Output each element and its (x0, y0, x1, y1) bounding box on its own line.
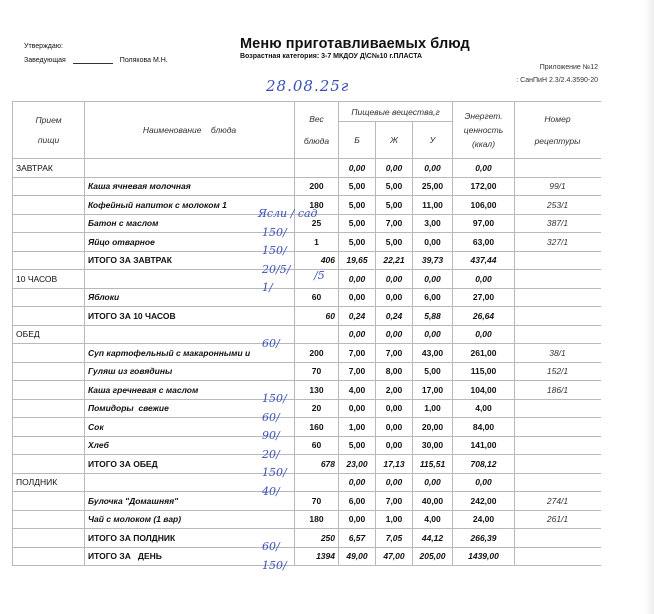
handwritten-note: 20/ (262, 448, 280, 461)
col-recipe (515, 102, 601, 159)
handwritten-note: Ясли / сад (258, 207, 318, 220)
kcal-cell: 0,00 (453, 325, 515, 344)
table-row (13, 436, 601, 455)
header-row (13, 102, 601, 122)
weight-cell: 60 (295, 436, 339, 455)
kcal-cell: 4,00 (453, 399, 515, 418)
total-row (13, 307, 601, 326)
b-cell: 5,00 (339, 233, 376, 252)
zh-cell: 5,00 (376, 233, 413, 252)
zh-cell: 0,24 (376, 307, 413, 326)
recipe-cell (515, 159, 601, 178)
appendix-block (516, 61, 598, 87)
dish-name-cell: ИТОГО ЗА ПОЛДНИК (85, 529, 295, 548)
dish-name-cell: Суп картофельный с макаронными и (85, 344, 295, 363)
zh-cell: 0,00 (376, 473, 413, 492)
u-cell: 1,00 (413, 399, 453, 418)
total-row (13, 455, 601, 474)
meal-cell (13, 399, 85, 418)
meal-cell: 10 ЧАСОВ (13, 270, 85, 289)
weight-cell: 678 (295, 455, 339, 474)
weight-cell: 20 (295, 399, 339, 418)
kcal-cell: 141,00 (453, 436, 515, 455)
approval-block (24, 40, 168, 68)
handwritten-note: 20/5/ (262, 263, 291, 276)
kcal-cell: 0,00 (453, 270, 515, 289)
dish-name-cell: ИТОГО ЗА ОБЕД (85, 455, 295, 474)
handwritten-note: 60/ (262, 540, 280, 553)
kcal-cell: 104,00 (453, 381, 515, 400)
recipe-cell (515, 473, 601, 492)
meal-cell (13, 547, 85, 566)
weight-cell: 1 (295, 233, 339, 252)
recipe-cell (515, 455, 601, 474)
weight-cell: 60 (295, 307, 339, 326)
kcal-cell: 172,00 (453, 177, 515, 196)
b-cell: 0,00 (339, 159, 376, 178)
col-meal-line1: Прием (35, 115, 62, 125)
u-cell: 40,00 (413, 492, 453, 511)
page-subtitle: Возрастная категория: 3-7 МКДОУ Д\С№10 г.ПЛАСТА (240, 53, 423, 60)
b-cell: 7,00 (339, 344, 376, 363)
table-row (13, 418, 601, 437)
meal-cell (13, 177, 85, 196)
kcal-cell: 63,00 (453, 233, 515, 252)
u-cell: 17,00 (413, 381, 453, 400)
recipe-cell: 261/1 (515, 510, 601, 529)
zh-cell: 2,00 (376, 381, 413, 400)
col-energy-line3: (ккал) (471, 139, 496, 149)
meal-cell: ОБЕД (13, 325, 85, 344)
zh-cell: 5,00 (376, 177, 413, 196)
col-meal-line2: пищи (37, 135, 60, 145)
handwritten-note-extra: /5 (314, 269, 325, 282)
dish-name-cell: Кофейный напиток с молоком 1 (85, 196, 295, 215)
col-fat: Ж (376, 122, 413, 159)
handwritten-note: 150/ (262, 392, 287, 405)
zh-cell: 1,00 (376, 510, 413, 529)
recipe-cell (515, 325, 601, 344)
table-row (13, 381, 601, 400)
recipe-cell (515, 547, 601, 566)
u-cell: 20,00 (413, 418, 453, 437)
weight-cell: 200 (295, 177, 339, 196)
total-row (13, 547, 601, 566)
kcal-cell: 97,00 (453, 214, 515, 233)
weight-cell: 180 (295, 196, 339, 215)
scan-edge (644, 0, 654, 614)
u-cell: 5,88 (413, 307, 453, 326)
b-cell: 23,00 (339, 455, 376, 474)
recipe-cell (515, 307, 601, 326)
appendix-number: Приложение №12 (539, 64, 598, 71)
zh-cell: 47,00 (376, 547, 413, 566)
kcal-cell: 26,64 (453, 307, 515, 326)
kcal-cell: 242,00 (453, 492, 515, 511)
total-row (13, 251, 601, 270)
table-row (13, 177, 601, 196)
dish-name-cell: ИТОГО ЗА 10 ЧАСОВ (85, 307, 295, 326)
dish-name-cell: Каша ячневая молочная (85, 177, 295, 196)
b-cell: 5,00 (339, 214, 376, 233)
u-cell: 205,00 (413, 547, 453, 566)
handwritten-note: 150/ (262, 466, 287, 479)
col-protein: Б (339, 122, 376, 159)
menu-table (12, 101, 601, 566)
recipe-cell (515, 399, 601, 418)
weight-cell: 60 (295, 288, 339, 307)
weight-cell: 250 (295, 529, 339, 548)
col-energy-line1: Энергет. (464, 111, 503, 121)
zh-cell: 0,00 (376, 399, 413, 418)
u-cell: 39,73 (413, 251, 453, 270)
weight-cell: 160 (295, 418, 339, 437)
dish-name-cell: Чай с молоком (1 вар) (85, 510, 295, 529)
weight-cell: 1394 (295, 547, 339, 566)
b-cell: 0,00 (339, 510, 376, 529)
table-row (13, 362, 601, 381)
handwritten-note: 60/ (262, 411, 280, 424)
meal-cell (13, 455, 85, 474)
kcal-cell: 708,12 (453, 455, 515, 474)
dish-name-cell: Яйцо отварное (85, 233, 295, 252)
kcal-cell: 84,00 (453, 418, 515, 437)
b-cell: 0,00 (339, 270, 376, 289)
col-weight-line1: Вес (309, 114, 324, 124)
sanpin-ref: : СанПиН 2.3/2.4.3590-20 (516, 77, 598, 84)
weight-cell: 130 (295, 381, 339, 400)
dish-name-cell (85, 159, 295, 178)
b-cell: 0,24 (339, 307, 376, 326)
col-weight-line2: блюда (303, 136, 330, 146)
meal-cell (13, 492, 85, 511)
zh-cell: 0,00 (376, 325, 413, 344)
b-cell: 4,00 (339, 381, 376, 400)
u-cell: 0,00 (413, 270, 453, 289)
handwritten-date: 28.08.25г (266, 77, 350, 95)
table-row (13, 510, 601, 529)
kcal-cell: 106,00 (453, 196, 515, 215)
zh-cell: 8,00 (376, 362, 413, 381)
dish-name-cell: ИТОГО ЗА ДЕНЬ (85, 547, 295, 566)
weight-cell (295, 473, 339, 492)
b-cell: 0,00 (339, 473, 376, 492)
u-cell: 0,00 (413, 473, 453, 492)
meal-cell (13, 381, 85, 400)
handwritten-note: 150/ (262, 226, 287, 239)
zh-cell: 22,21 (376, 251, 413, 270)
page-title: Меню приготавливаемых блюд (240, 36, 470, 52)
recipe-cell: 387/1 (515, 214, 601, 233)
recipe-cell (515, 288, 601, 307)
recipe-cell: 99/1 (515, 177, 601, 196)
recipe-cell (515, 529, 601, 548)
table-row (13, 399, 601, 418)
b-cell: 6,57 (339, 529, 376, 548)
u-cell: 0,00 (413, 159, 453, 178)
zh-cell: 0,00 (376, 418, 413, 437)
handwritten-note: 40/ (262, 485, 280, 498)
weight-cell: 25 (295, 214, 339, 233)
u-cell: 0,00 (413, 233, 453, 252)
kcal-cell: 261,00 (453, 344, 515, 363)
meal-cell (13, 251, 85, 270)
u-cell: 44,12 (413, 529, 453, 548)
u-cell: 115,51 (413, 455, 453, 474)
kcal-cell: 24,00 (453, 510, 515, 529)
dish-name-cell: Помидоры свежие (85, 399, 295, 418)
u-cell: 4,00 (413, 510, 453, 529)
col-energy (453, 102, 515, 159)
dish-name-cell: Яблоки (85, 288, 295, 307)
b-cell: 5,00 (339, 196, 376, 215)
zh-cell: 0,00 (376, 288, 413, 307)
meal-cell (13, 233, 85, 252)
dish-name-cell: Каша гречневая с маслом (85, 381, 295, 400)
table-row (13, 233, 601, 252)
table-row (13, 288, 601, 307)
signer-name: Полякова М.Н. (119, 57, 168, 64)
meal-cell (13, 510, 85, 529)
b-cell: 5,00 (339, 177, 376, 196)
u-cell: 0,00 (413, 325, 453, 344)
section-row (13, 473, 601, 492)
b-cell: 0,00 (339, 288, 376, 307)
weight-cell: 180 (295, 510, 339, 529)
kcal-cell: 115,00 (453, 362, 515, 381)
meal-cell (13, 307, 85, 326)
col-energy-line2: ценность (463, 125, 504, 135)
kcal-cell: 1439,00 (453, 547, 515, 566)
kcal-cell: 0,00 (453, 159, 515, 178)
zh-cell: 7,00 (376, 492, 413, 511)
handwritten-note: 150/ (262, 559, 287, 572)
col-name: Наименование блюда (85, 102, 295, 159)
dish-name-cell: Гуляш из говядины (85, 362, 295, 381)
recipe-cell: 152/1 (515, 362, 601, 381)
approve-label: Утверждаю: (24, 43, 63, 50)
u-cell: 3,00 (413, 214, 453, 233)
meal-cell (13, 196, 85, 215)
b-cell: 19,65 (339, 251, 376, 270)
table-row (13, 492, 601, 511)
col-weight (295, 102, 339, 159)
recipe-cell: 274/1 (515, 492, 601, 511)
recipe-cell: 253/1 (515, 196, 601, 215)
section-row (13, 270, 601, 289)
col-carbs: У (413, 122, 453, 159)
b-cell: 1,00 (339, 418, 376, 437)
recipe-cell: 38/1 (515, 344, 601, 363)
table-row (13, 344, 601, 363)
zh-cell: 0,00 (376, 436, 413, 455)
u-cell: 6,00 (413, 288, 453, 307)
section-row (13, 159, 601, 178)
recipe-cell: 186/1 (515, 381, 601, 400)
handwritten-note: 150/ (262, 244, 287, 257)
handwritten-note: 1/ (262, 281, 273, 294)
meal-cell (13, 214, 85, 233)
weight-cell: 70 (295, 362, 339, 381)
zh-cell: 7,00 (376, 344, 413, 363)
weight-cell: 406 (295, 251, 339, 270)
meal-cell (13, 362, 85, 381)
recipe-cell (515, 270, 601, 289)
col-nutrients: Пищевые вещества,г (339, 102, 453, 122)
zh-cell: 5,00 (376, 196, 413, 215)
b-cell: 7,00 (339, 362, 376, 381)
b-cell: 0,00 (339, 325, 376, 344)
dish-name-cell: Булочка "Домашняя" (85, 492, 295, 511)
kcal-cell: 0,00 (453, 473, 515, 492)
zh-cell: 0,00 (376, 159, 413, 178)
handwritten-note: 60/ (262, 337, 280, 350)
u-cell: 11,00 (413, 196, 453, 215)
signature-line (73, 54, 113, 64)
meal-cell (13, 344, 85, 363)
u-cell: 43,00 (413, 344, 453, 363)
col-recipe-line2: рецептуры (534, 136, 581, 146)
meal-cell (13, 529, 85, 548)
meal-cell: ПОЛДНИК (13, 473, 85, 492)
dish-name-cell: Хлеб (85, 436, 295, 455)
zh-cell: 17,13 (376, 455, 413, 474)
weight-cell: 70 (295, 492, 339, 511)
b-cell: 6,00 (339, 492, 376, 511)
kcal-cell: 27,00 (453, 288, 515, 307)
recipe-cell: 327/1 (515, 233, 601, 252)
recipe-cell (515, 436, 601, 455)
meal-cell (13, 288, 85, 307)
meal-cell (13, 418, 85, 437)
col-meal (13, 102, 85, 159)
col-recipe-line1: Номер (544, 114, 571, 124)
position-label: Заведующая (24, 57, 66, 64)
section-row (13, 325, 601, 344)
u-cell: 25,00 (413, 177, 453, 196)
weight-cell (295, 325, 339, 344)
zh-cell: 7,00 (376, 214, 413, 233)
b-cell: 5,00 (339, 436, 376, 455)
zh-cell: 7,05 (376, 529, 413, 548)
b-cell: 0,00 (339, 399, 376, 418)
weight-cell: 200 (295, 344, 339, 363)
dish-name-cell: ИТОГО ЗА ЗАВТРАК (85, 251, 295, 270)
meal-cell (13, 436, 85, 455)
b-cell: 49,00 (339, 547, 376, 566)
total-row (13, 529, 601, 548)
dish-name-cell: Батон с маслом (85, 214, 295, 233)
meal-cell: ЗАВТРАК (13, 159, 85, 178)
zh-cell: 0,00 (376, 270, 413, 289)
kcal-cell: 266,39 (453, 529, 515, 548)
recipe-cell (515, 251, 601, 270)
recipe-cell (515, 418, 601, 437)
kcal-cell: 437,44 (453, 251, 515, 270)
dish-name-cell: Сок (85, 418, 295, 437)
weight-cell (295, 159, 339, 178)
u-cell: 30,00 (413, 436, 453, 455)
u-cell: 5,00 (413, 362, 453, 381)
handwritten-note: 90/ (262, 429, 280, 442)
